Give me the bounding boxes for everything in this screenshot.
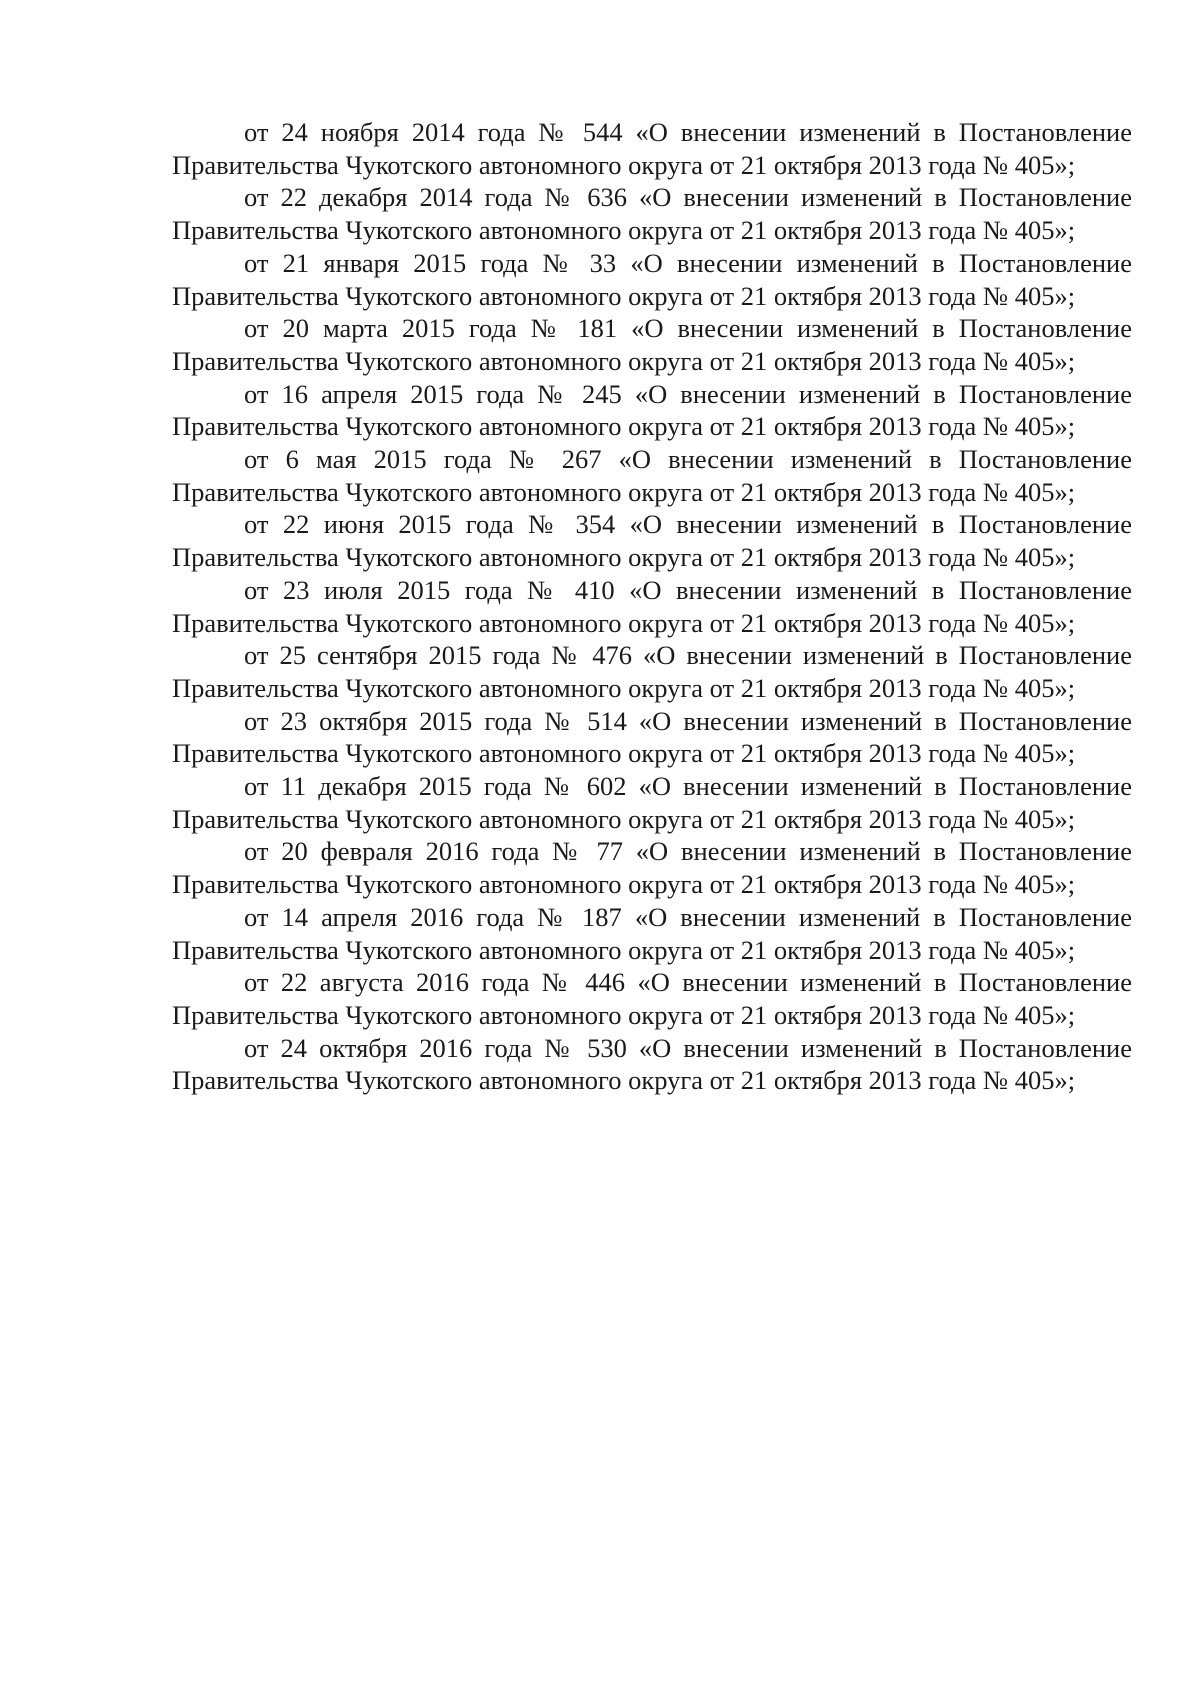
amendment-paragraph: от 6 мая 2015 года № 267 «О внесении изменений в Постановление Правительства Чукотского автономного округа от 21 октября 2013 года № 405»; bbox=[172, 444, 1132, 507]
amendment-paragraph: от 22 декабря 2014 года № 636 «О внесении изменений в Постановление Правительства Чукотского автономного округа от 21 октября 2013 года № 405»; bbox=[172, 182, 1132, 246]
amendment-paragraph: от 23 октября 2015 года № 514 «О внесении изменений в Постановление Правительства Чукотского автономного округа от 21 октября 2013 года № 405»; bbox=[172, 705, 1132, 769]
amendment-paragraph: от 11 декабря 2015 года № 602 «О внесении изменений в Постановление Правительства Чукотского автономного округа от 21 октября 2013 года № 405»; bbox=[172, 771, 1132, 834]
amendment-paragraph: от 20 марта 2015 года № 181 «О внесении изменений в Постановление Правительства Чукотского автономного округа от 21 октября 2013 года № 405»; bbox=[172, 313, 1132, 376]
amendment-paragraph: от 24 ноября 2014 года № 544 «О внесении изменений в Постановление Правительства Чукотского автономного округа от 21 октября 2013 года № 405»; bbox=[172, 117, 1132, 180]
amendment-paragraph: от 16 апреля 2015 года № 245 «О внесении изменений в Постановление Правительства Чукотского автономного округа от 21 октября 2013 года № 405»; bbox=[172, 378, 1132, 442]
amendment-paragraph: от 23 июля 2015 года № 410 «О внесении изменений в Постановление Правительства Чукотского автономного округа от 21 октября 2013 года № 405»; bbox=[172, 574, 1132, 638]
amendment-paragraph: от 21 января 2015 года № 33 «О внесении изменений в Постановление Правительства Чукотского автономного округа от 21 октября 2013 года № 405»; bbox=[172, 247, 1132, 311]
amendment-paragraph: от 22 августа 2016 года № 446 «О внесении изменений в Постановление Правительства Чукотского автономного округа от 21 октября 2013 года № 405»; bbox=[172, 967, 1132, 1030]
amendment-paragraph: от 25 сентября 2015 года № 476 «О внесении изменений в Постановление Правительства Чукотского автономного округа от 21 октября 2013 года № 405»; bbox=[172, 640, 1132, 703]
amendment-paragraph: от 20 февраля 2016 года № 77 «О внесении изменений в Постановление Правительства Чукотского автономного округа от 21 октября 2013 года № 405»; bbox=[172, 836, 1132, 900]
amendment-paragraph: от 24 октября 2016 года № 530 «О внесении изменений в Постановление Правительства Чукотского автономного округа от 21 октября 2013 года № 405»; bbox=[172, 1032, 1132, 1096]
amendments-list bbox=[172, 116, 1132, 1097]
amendment-paragraph: от 14 апреля 2016 года № 187 «О внесении изменений в Постановление Правительства Чукотского автономного округа от 21 октября 2013 года № 405»; bbox=[172, 901, 1132, 965]
amendment-paragraph: от 22 июня 2015 года № 354 «О внесении изменений в Постановление Правительства Чукотского автономного округа от 21 октября 2013 года № 405»; bbox=[172, 509, 1132, 573]
